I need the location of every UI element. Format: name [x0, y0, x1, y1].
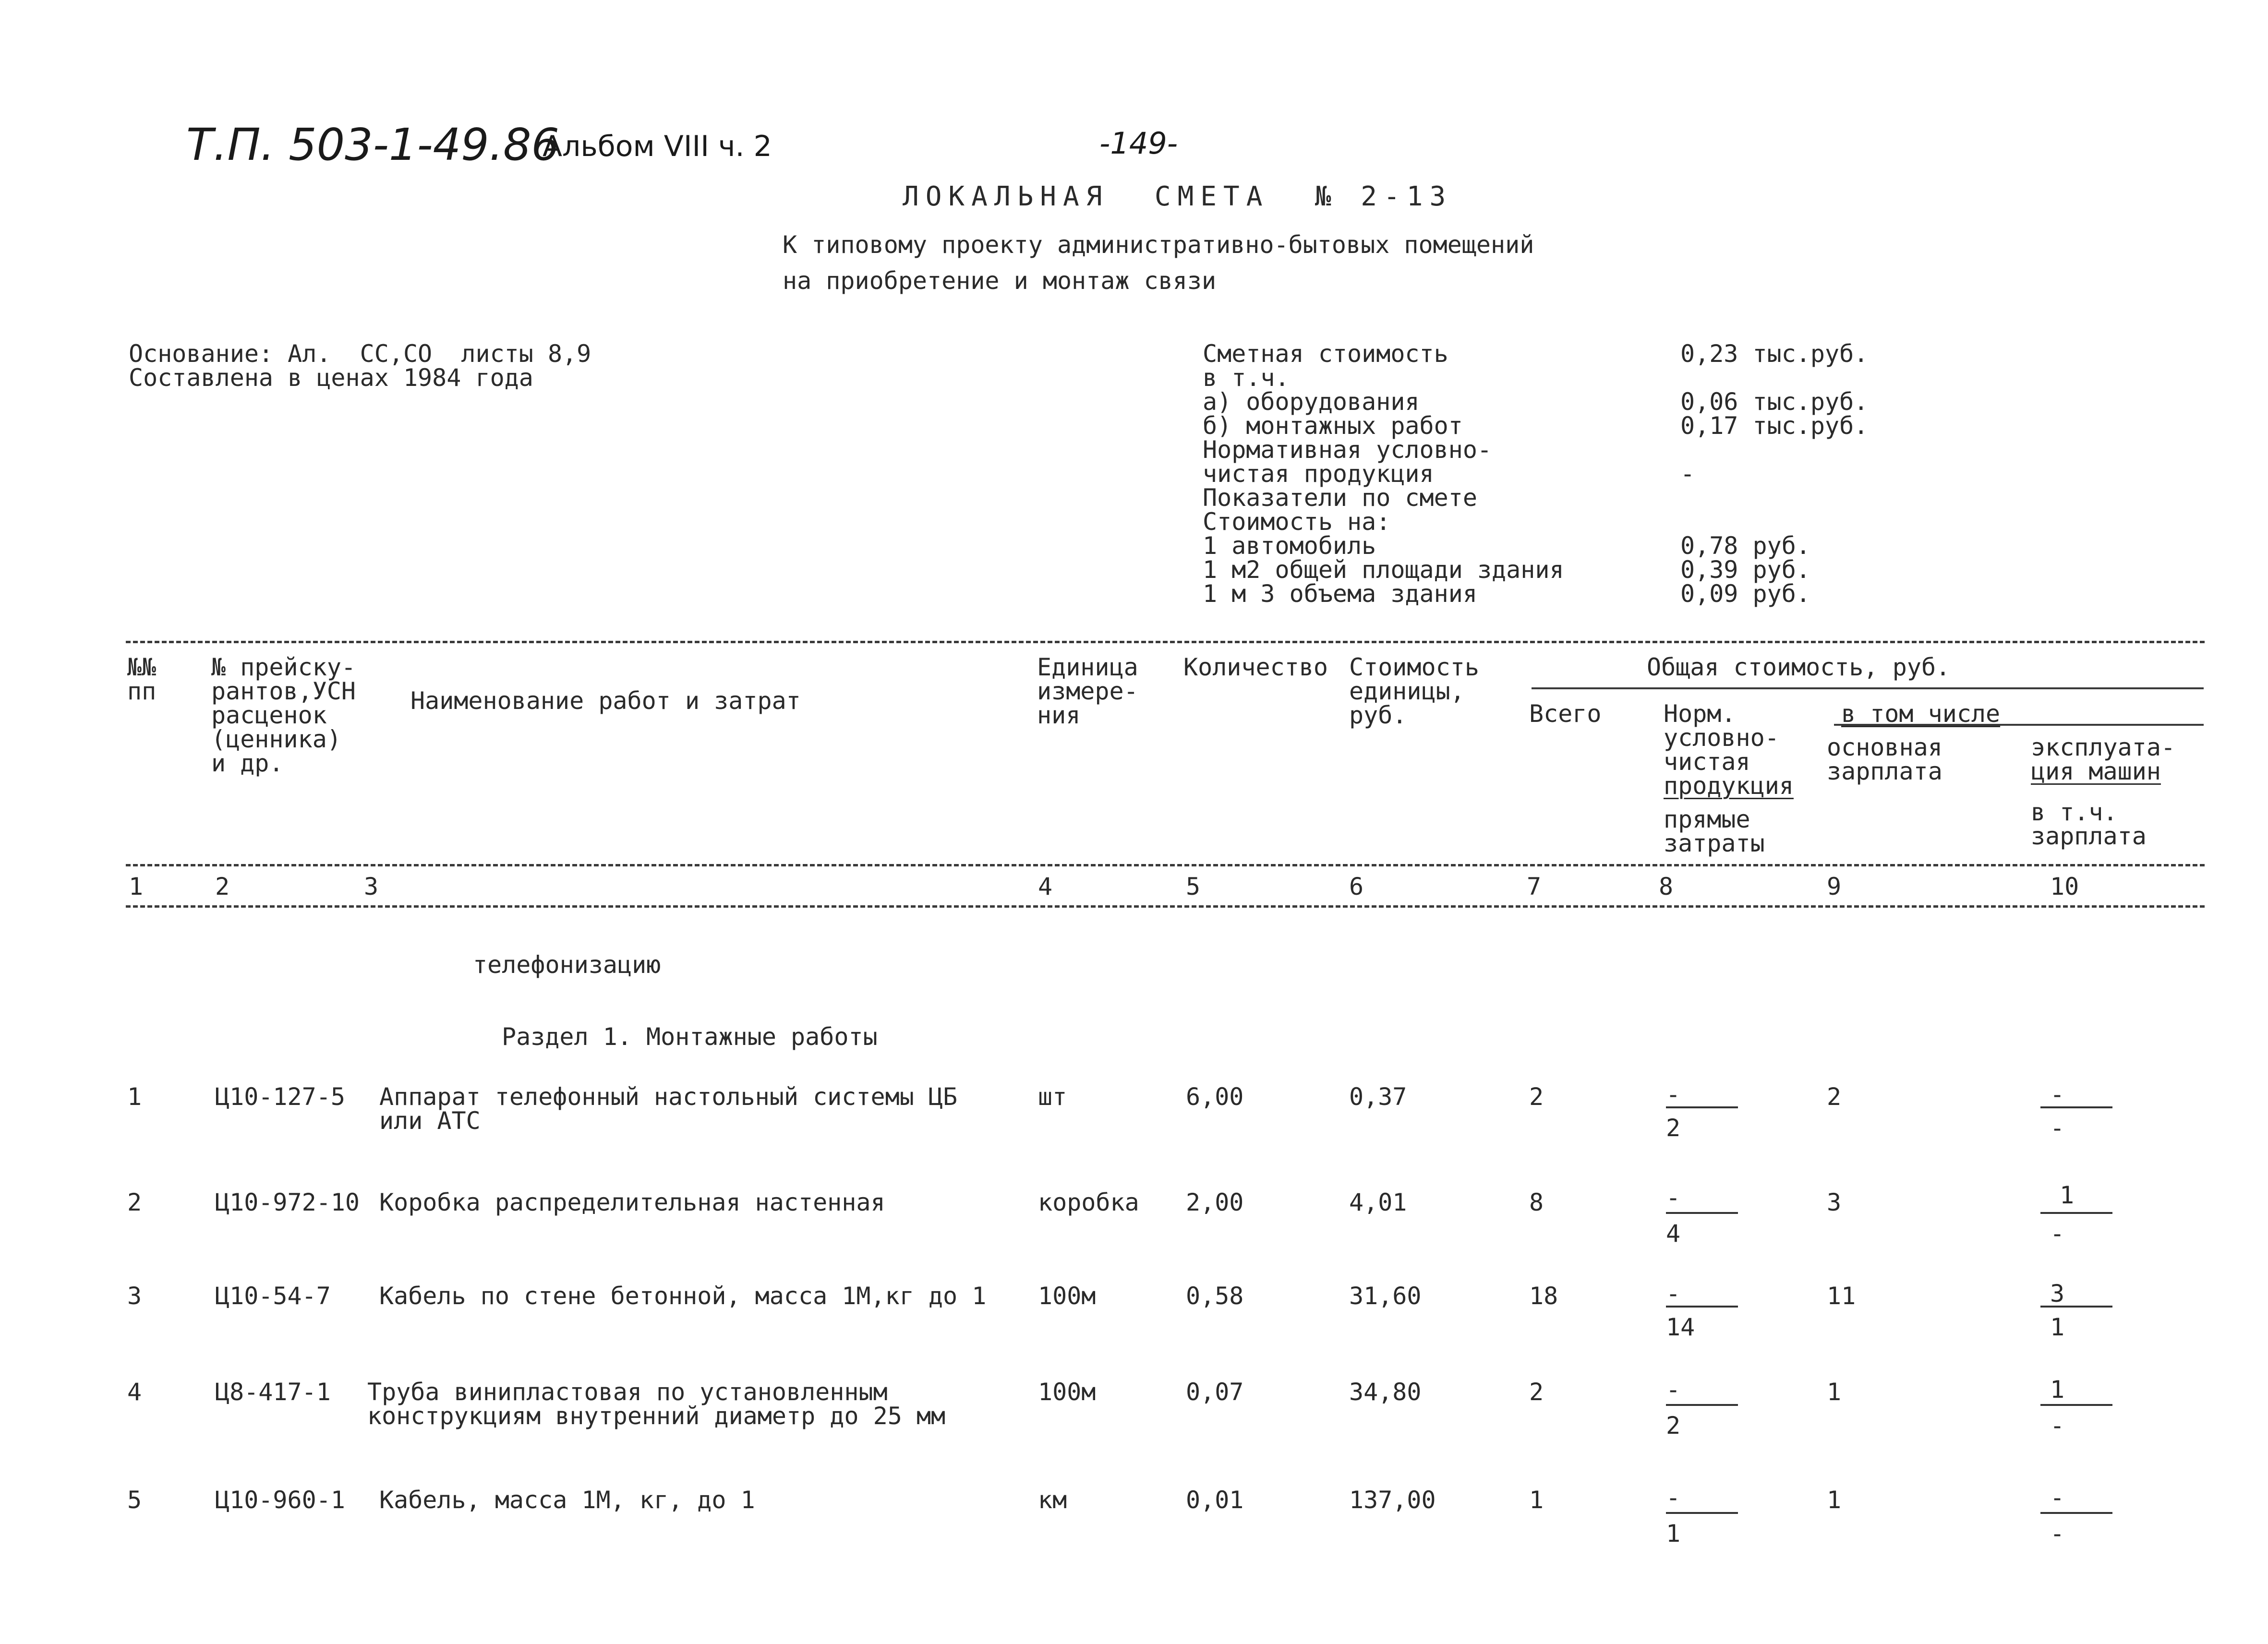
row-unit-price: 34,80 — [1349, 1378, 1422, 1406]
fraction-line — [2040, 1212, 2112, 1214]
project-code: Т.П. 503-1-49.86 — [186, 119, 560, 170]
mounting-label: б) монтажных работ — [1203, 412, 1463, 440]
row-direct-costs: 2 — [1666, 1114, 1681, 1142]
fraction-line — [1666, 1212, 1738, 1214]
row-direct-costs: 4 — [1666, 1220, 1681, 1248]
header-col-3: Наименование работ и затрат — [410, 687, 801, 715]
row-number: 3 — [127, 1282, 142, 1310]
row-code: Ц10-972-10 — [215, 1188, 360, 1216]
header-total-rule — [1532, 687, 2204, 689]
per-volume-label: 1 м 3 объема здания — [1203, 580, 1477, 608]
row-unit: шт — [1038, 1083, 1067, 1111]
row-total: 2 — [1529, 1378, 1544, 1406]
header-including-rule — [1834, 724, 2204, 726]
column-number: 1 — [129, 873, 144, 900]
header-col-10-a: эксплуата- — [2031, 733, 2176, 761]
row-name: Кабель, масса 1М, кг, до 1 — [379, 1486, 755, 1514]
header-col-6: Стоимость единицы, руб. — [1349, 653, 1479, 729]
row-code: Ц10-960-1 — [215, 1486, 345, 1514]
header-col-10-c: в т.ч. зарплата — [2031, 798, 2147, 850]
section-subtitle: телефонизацию — [473, 951, 661, 979]
column-number: 6 — [1349, 873, 1364, 900]
per-car-value: 0,78 руб. — [1680, 532, 1810, 560]
row-quantity: 0,07 — [1186, 1378, 1244, 1406]
indicators-label: Показатели по смете — [1203, 484, 1477, 512]
per-area-value: 0,39 руб. — [1680, 556, 1810, 584]
row-machine-costs: 1 — [2060, 1181, 2075, 1209]
row-quantity: 0,01 — [1186, 1486, 1244, 1514]
header-col-8-c: прямые затраты — [1664, 805, 1765, 857]
row-number: 2 — [127, 1188, 142, 1216]
row-machine-costs: - — [2050, 1080, 2065, 1108]
row-wages: 3 — [1827, 1188, 1842, 1216]
row-number: 5 — [127, 1486, 142, 1514]
row-unit: коробка — [1038, 1188, 1139, 1216]
row-machine-wages: - — [2050, 1520, 2065, 1548]
normative-label-1: Нормативная условно- — [1203, 436, 1492, 464]
subtitle-line-2: на приобретение и монтаж связи — [783, 267, 1217, 295]
including-label: в т.ч. — [1203, 364, 1290, 392]
row-direct-costs: 14 — [1666, 1313, 1695, 1341]
row-machine-wages: - — [2050, 1220, 2065, 1248]
row-name: Аппарат телефонный настольный системы ЦБ или АТС — [379, 1083, 958, 1135]
fraction-line — [2040, 1106, 2112, 1108]
row-machine-wages: 1 — [2050, 1313, 2065, 1341]
row-unit-price: 0,37 — [1349, 1083, 1407, 1111]
fraction-line — [2040, 1306, 2112, 1308]
equipment-value: 0,06 тыс.руб. — [1680, 388, 1869, 416]
row-name: Коробка распределительная настенная — [379, 1188, 885, 1216]
row-code: Ц10-54-7 — [215, 1282, 331, 1310]
fraction-line — [1666, 1404, 1738, 1406]
row-name: Труба винипластовая по установленным конструкциям внутренний диаметр до 25 мм — [367, 1378, 946, 1430]
row-unit-price: 4,01 — [1349, 1188, 1407, 1216]
header-col-1: №№ пп — [127, 653, 157, 705]
column-number: 9 — [1827, 873, 1842, 900]
header-col-4: Единица измере- ния — [1037, 653, 1138, 729]
row-norm-product: - — [1666, 1484, 1681, 1512]
basis-line-2: Составлена в ценах 1984 года — [129, 364, 533, 392]
row-wages: 2 — [1827, 1083, 1842, 1111]
fraction-line — [2040, 1404, 2112, 1406]
estimated-cost-label: Сметная стоимость — [1203, 340, 1448, 368]
per-car-label: 1 автомобиль — [1203, 532, 1376, 560]
row-quantity: 0,58 — [1186, 1282, 1244, 1310]
row-machine-wages: - — [2050, 1412, 2065, 1440]
row-machine-costs: 3 — [2050, 1280, 2065, 1308]
cost-on-label: Стоимость на: — [1203, 508, 1391, 536]
row-total: 8 — [1529, 1188, 1544, 1216]
row-code: Ц10-127-5 — [215, 1083, 345, 1111]
album-label: Альбом VIII ч. 2 — [543, 130, 772, 163]
header-col-8-b: продукция — [1664, 772, 1794, 800]
per-volume-value: 0,09 руб. — [1680, 580, 1810, 608]
header-top-rule — [126, 641, 2205, 643]
row-number: 4 — [127, 1378, 142, 1406]
fraction-line — [2040, 1512, 2112, 1514]
row-unit: км — [1038, 1486, 1067, 1514]
column-number: 3 — [364, 873, 379, 900]
row-number: 1 — [127, 1083, 142, 1111]
row-quantity: 6,00 — [1186, 1083, 1244, 1111]
header-col-9: основная зарплата — [1827, 733, 1942, 785]
row-wages: 1 — [1827, 1378, 1842, 1406]
row-direct-costs: 2 — [1666, 1412, 1681, 1440]
column-number: 2 — [215, 873, 230, 900]
row-norm-product: - — [1666, 1080, 1681, 1108]
header-col-2: № прейску- рантов,УСН расценок (ценника) и др. — [211, 653, 356, 777]
header-including: в том числе — [1841, 700, 2001, 728]
fraction-line — [1666, 1306, 1738, 1308]
column-number: 10 — [2050, 873, 2079, 900]
row-total: 2 — [1529, 1083, 1544, 1111]
row-unit: 100м — [1038, 1378, 1096, 1406]
per-area-label: 1 м2 общей площади здания — [1203, 556, 1564, 584]
mounting-value: 0,17 тыс.руб. — [1680, 412, 1869, 440]
row-name: Кабель по стене бетонной, масса 1М,кг до 1 — [379, 1282, 987, 1310]
normative-label-2: чистая продукция — [1203, 460, 1434, 488]
row-code: Ц8-417-1 — [215, 1378, 331, 1406]
header-bottom-rule — [126, 864, 2205, 866]
row-wages: 1 — [1827, 1486, 1842, 1514]
header-col-10-b: ция машин — [2031, 757, 2161, 785]
fraction-line — [1666, 1512, 1738, 1514]
fraction-line — [1666, 1106, 1738, 1108]
row-wages: 11 — [1827, 1282, 1856, 1310]
page-number: -149- — [1099, 126, 1178, 161]
row-direct-costs: 1 — [1666, 1520, 1681, 1548]
row-machine-wages: - — [2050, 1114, 2065, 1142]
header-col-7: Всего — [1529, 700, 1602, 728]
basis-line-1: Основание: Ал. СС,СО листы 8,9 — [129, 340, 591, 368]
estimated-cost-value: 0,23 тыс.руб. — [1680, 340, 1869, 368]
column-number: 8 — [1659, 873, 1674, 900]
row-machine-costs: 1 — [2050, 1376, 2065, 1404]
row-machine-costs: - — [2050, 1484, 2065, 1512]
row-norm-product: - — [1666, 1280, 1681, 1308]
header-total-cost: Общая стоимость, руб. — [1647, 653, 1951, 681]
normative-value: - — [1680, 460, 1695, 488]
section-title: Раздел 1. Монтажные работы — [502, 1023, 878, 1051]
subtitle-line-1: К типовому проекту административно-бытовых помещений — [783, 231, 1534, 259]
row-norm-product: - — [1666, 1184, 1681, 1212]
row-quantity: 2,00 — [1186, 1188, 1244, 1216]
row-unit-price: 31,60 — [1349, 1282, 1422, 1310]
column-number: 4 — [1038, 873, 1053, 900]
row-unit-price: 137,00 — [1349, 1486, 1436, 1514]
header-col-8-a: Норм. условно- чистая — [1664, 700, 1779, 776]
document-title: ЛОКАЛЬНАЯ СМЕТА № 2-13 — [903, 181, 1453, 212]
row-unit: 100м — [1038, 1282, 1096, 1310]
header-col-5: Количество — [1183, 653, 1328, 681]
column-number: 7 — [1527, 873, 1542, 900]
numbers-bottom-rule — [126, 905, 2205, 908]
equipment-label: а) оборудования — [1203, 388, 1420, 416]
column-number: 5 — [1186, 873, 1201, 900]
row-total: 1 — [1529, 1486, 1544, 1514]
row-total: 18 — [1529, 1282, 1558, 1310]
row-norm-product: - — [1666, 1376, 1681, 1404]
